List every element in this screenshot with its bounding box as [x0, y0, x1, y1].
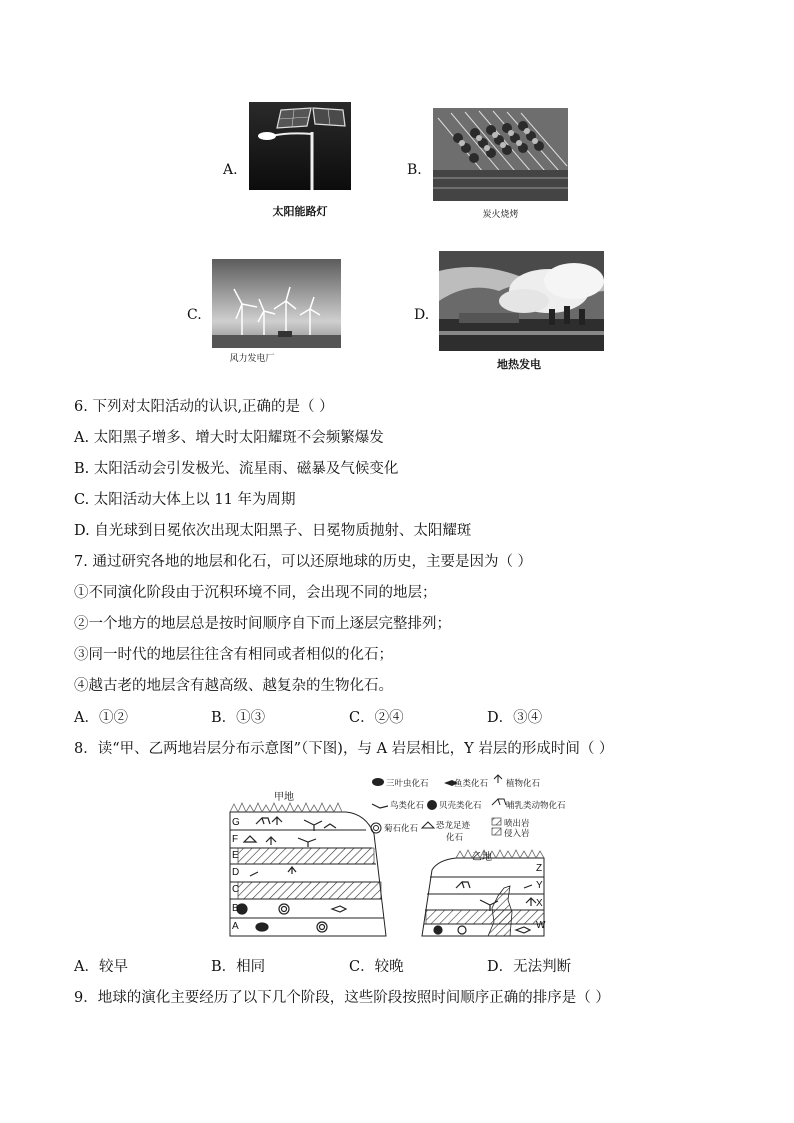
question-7-statement-3: ③同一时代的地层往往含有相同或者相似的化石； — [74, 647, 393, 663]
legend-ammonite: 菊石化石 — [384, 824, 419, 834]
layer-e-label: E — [232, 850, 239, 861]
question-8-choice-c: C．较晚 — [349, 959, 404, 975]
wind-farm-image — [212, 259, 341, 348]
legend-trilobite: 三叶虫化石 — [386, 779, 429, 789]
legend-mammal: 哺乳类动物化石 — [506, 801, 566, 811]
question-8-choice-a: A．较早 — [74, 959, 128, 975]
legend-plant: 植物化石 — [506, 779, 541, 789]
question-6-option-d: D. 自光球到日冕依次出现太阳黑子、日冕物质抛射、太阳耀斑 — [74, 523, 472, 539]
layer-f-label: F — [232, 834, 239, 845]
layer-c-label: C — [232, 884, 240, 895]
question-8-choice-b: B．相同 — [211, 959, 266, 975]
caption-solar-street-lamp: 太阳能路灯 — [272, 205, 328, 218]
caption-charcoal-barbecue: 炭火烧烤 — [482, 210, 519, 220]
layer-w-label: W — [536, 920, 546, 931]
question-7-statement-4: ④越古老的地层含有越高级、越复杂的生物化石。 — [74, 678, 393, 694]
question-7-statement-2: ②一个地方的地层总是按时间顺序自下而上逐层完整排列； — [74, 616, 451, 632]
legend-extrusive-rock: 喷出岩 — [504, 819, 530, 829]
caption-wind-farm: 风力发电厂 — [229, 354, 275, 364]
layer-x-label: X — [536, 898, 543, 909]
legend-dinosaur-track: 恐龙足迹 — [436, 821, 471, 831]
question-7-stem: 7. 通过研究各地的地层和化石，可以还原地球的历史，主要是因为（ ） — [74, 554, 533, 570]
layer-d-label: D — [232, 867, 240, 878]
strata-diagram — [226, 772, 576, 940]
legend-fossil: 化石 — [446, 833, 464, 843]
question-6-option-c: C. 太阳活动大体上以 11 年为周期 — [74, 492, 296, 508]
layer-y-label: Y — [536, 880, 543, 891]
site-yi-label: 乙地 — [472, 852, 492, 863]
question-7-choice-b: B．①③ — [211, 710, 266, 726]
option-letter-c: C. — [187, 307, 202, 323]
question-6-stem: 6. 下列对太阳活动的认识,正确的是（ ） — [74, 399, 334, 415]
question-8-stem: 8．读“甲、乙两地岩层分布示意图”（下图)，与 A 岩层相比，Y 岩层的形成时间（ ） — [74, 741, 614, 757]
question-6-option-a: A. 太阳黑子增多、增大时太阳耀斑不会频繁爆发 — [74, 430, 384, 446]
legend-shell: 贝壳类化石 — [439, 801, 482, 811]
legend-fish: 鱼类化石 — [454, 779, 489, 789]
question-8-choice-d: D．无法判断 — [487, 959, 572, 975]
question-9-stem: 9．地球的演化主要经历了以下几个阶段，这些阶段按照时间顺序正确的排序是（ ） — [74, 990, 610, 1006]
layer-g-label: G — [232, 817, 240, 828]
site-jia-label: 甲地 — [274, 792, 294, 803]
question-7-choice-d: D．③④ — [487, 710, 543, 726]
option-letter-a: A. — [223, 162, 238, 178]
layer-z-label: Z — [536, 863, 543, 874]
charcoal-barbecue-image — [433, 108, 568, 201]
layer-a-label: A — [232, 921, 239, 932]
question-6-option-b: B. 太阳活动会引发极光、流星雨、磁暴及气候变化 — [74, 461, 399, 477]
question-7-choice-c: C．②④ — [349, 710, 404, 726]
layer-b-label: B — [232, 903, 239, 914]
solar-street-lamp-image — [249, 102, 351, 190]
caption-geothermal-power: 地热发电 — [497, 358, 541, 371]
option-letter-d: D. — [414, 307, 430, 323]
legend-intrusive-rock: 侵入岩 — [504, 829, 530, 839]
legend-bird: 鸟类化石 — [390, 801, 425, 811]
option-letter-b: B. — [407, 162, 422, 178]
question-7-statement-1: ①不同演化阶段由于沉积环境不同，会出现不同的地层； — [74, 585, 437, 601]
question-7-choice-a: A．①② — [74, 710, 128, 726]
geothermal-power-image — [439, 251, 604, 351]
